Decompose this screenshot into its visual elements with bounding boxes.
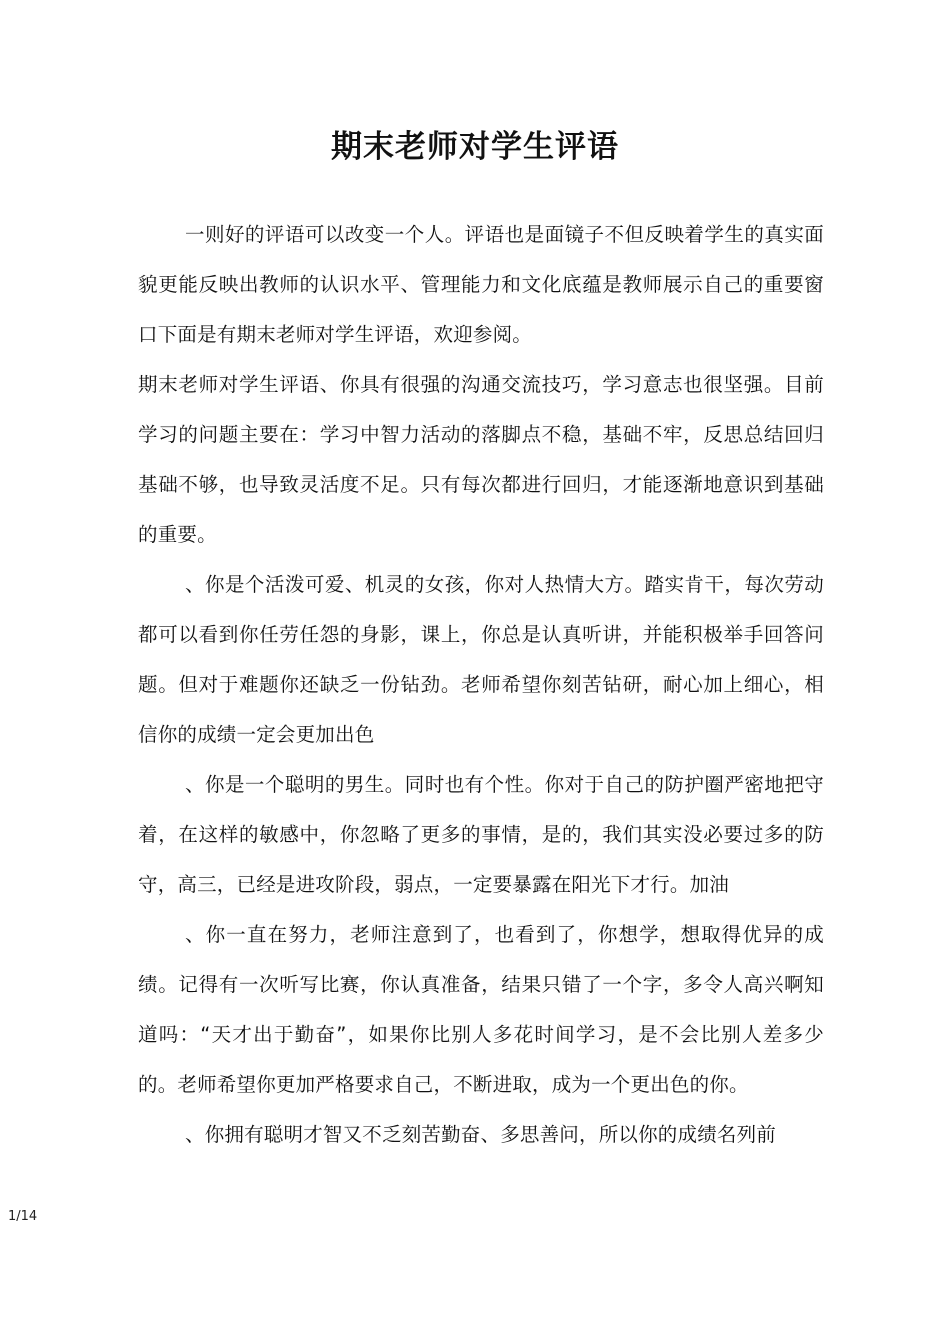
- paragraph-intro: 一则好的评语可以改变一个人。评语也是面镜子不但反映着学生的真实面貌更能反映出教师的认识水平、管理能力和文化底蕴是教师展示自己的重要窗口下面是有期末老师对学生评语，欢迎参阅。: [138, 223, 824, 346]
- paragraph-comment-3: 、你是一个聪明的男生。同时也有个性。你对于自己的防护圈严密地把守着，在这样的敏感中，你忽略了更多的事情，是的，我们其实没必要过多的防守，高三，已经是进攻阶段，弱点，一定要暴露在阳光下才行。加油: [138, 773, 824, 896]
- document-title: 期末老师对学生评语: [331, 129, 619, 165]
- page-number: 1/14: [8, 1209, 38, 1224]
- paragraph-comment-2: 、你是个活泼可爱、机灵的女孩，你对人热情大方。踏实肯干，每次劳动都可以看到你任劳任怨的身影，课上，你总是认真听讲，并能积极举手回答问题。但对于难题你还缺乏一份钻劲。老师希望你刻苦钻研，耐心加上细心，相信你的成绩一定会更加出色: [138, 573, 824, 746]
- document-body: [138, 210, 824, 1160]
- paragraph-comment-4: 、你一直在努力，老师注意到了，也看到了，你想学，想取得优异的成绩。记得有一次听写比赛，你认真准备，结果只错了一个字，多令人高兴啊知道吗：“天才出于勤奋”，如果你比别人多花时间学习，是不会比别人差多少的。老师希望你更加严格要求自己，不断进取，成为一个更出色的你。: [138, 923, 824, 1096]
- paragraph-comment-1: 期末老师对学生评语、你具有很强的沟通交流技巧，学习意志也很坚强。目前学习的问题主要在：学习中智力活动的落脚点不稳，基础不牢，反思总结回归基础不够，也导致灵活度不足。只有每次都进行回归，才能逐渐地意识到基础的重要。: [138, 373, 824, 546]
- paragraph-comment-5: 、你拥有聪明才智又不乏刻苦勤奋、多思善问，所以你的成绩名列前: [185, 1123, 777, 1146]
